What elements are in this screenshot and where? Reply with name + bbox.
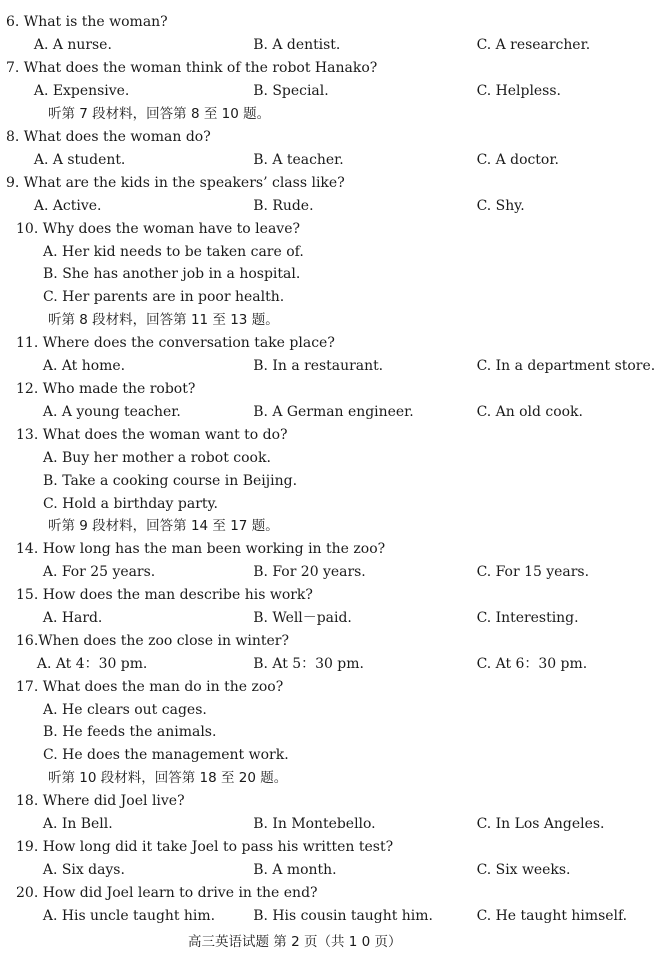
question-17-option-c: C. He does the management work.	[43, 747, 289, 763]
question-9-option-c: C. Shy.	[476, 198, 525, 214]
question-15-stem: 15. How does the man describe his work?	[16, 587, 313, 603]
question-11-options	[0, 356, 668, 376]
question-7-option-b: B. Special.	[253, 83, 329, 99]
question-11-option-c: C. In a department store.	[476, 358, 656, 374]
question-19-option-a: A. Six days.	[42, 862, 125, 878]
question-15-option-a: A. Hard.	[42, 610, 103, 626]
question-14-options	[0, 562, 668, 582]
question-18-stem: 18. Where did Joel live?	[16, 793, 185, 809]
section-10-instruction: 听第 10 段材料，回答第 18 至 20 题。	[48, 770, 288, 786]
question-12-option-c: C. An old cook.	[476, 404, 583, 420]
question-6-option-a: A. A nurse.	[33, 37, 112, 53]
question-19-stem: 19. How long did it take Joel to pass his written test?	[16, 839, 394, 855]
question-14-option-b: B. For 20 years.	[253, 564, 366, 580]
question-19-options	[0, 860, 668, 880]
question-19-option-c: C. Six weeks.	[476, 862, 571, 878]
question-20-option-a: A. His uncle taught him.	[42, 908, 216, 924]
question-14-option-c: C. For 15 years.	[476, 564, 590, 580]
question-18-option-b: B. In Montebello.	[253, 816, 376, 832]
question-14-stem: 14. How long has the man been working in the zoo?	[16, 541, 386, 557]
question-13-option-c: C. Hold a birthday party.	[43, 496, 219, 512]
section-7-instruction: 听第 7 段材料，回答第 8 至 10 题。	[48, 106, 271, 122]
question-11-option-a: A. At home.	[42, 358, 126, 374]
question-13-option-a: A. Buy her mother a robot cook.	[43, 450, 271, 466]
question-18-options	[0, 814, 668, 834]
question-7-stem: 7. What does the woman think of the robot Hanako?	[6, 60, 378, 76]
question-11-stem: 11. Where does the conversation take place?	[16, 335, 335, 351]
question-16-option-c: C. At 6：30 pm.	[476, 656, 588, 672]
question-7-options	[0, 81, 668, 101]
question-13-option-b: B. Take a cooking course in Beijing.	[43, 473, 298, 489]
section-9-instruction: 听第 9 段材料，回答第 14 至 17 题。	[48, 518, 279, 534]
question-8-options	[0, 150, 668, 170]
question-9-options	[0, 196, 668, 216]
question-10-stem: 10. Why does the woman have to leave?	[16, 221, 300, 237]
question-7-option-c: C. Helpless.	[476, 83, 561, 99]
question-18-option-a: A. In Bell.	[42, 816, 113, 832]
question-8-option-c: C. A doctor.	[476, 152, 559, 168]
question-16-options	[0, 654, 668, 674]
question-6-option-b: B. A dentist.	[253, 37, 341, 53]
question-6-stem: 6. What is the woman?	[6, 14, 168, 30]
question-9-option-b: B. Rude.	[253, 198, 314, 214]
question-12-stem: 12. Who made the robot?	[16, 381, 196, 397]
question-20-option-c: C. He taught himself.	[476, 908, 628, 924]
question-6-options	[0, 35, 668, 55]
question-17-stem: 17. What does the man do in the zoo?	[16, 679, 284, 695]
question-13-stem: 13. What does the woman want to do?	[16, 427, 288, 443]
question-16-option-b: B. At 5：30 pm.	[253, 656, 364, 672]
question-14-option-a: A. For 25 years.	[42, 564, 156, 580]
question-9-option-a: A. Active.	[33, 198, 102, 214]
question-18-option-c: C. In Los Angeles.	[476, 816, 605, 832]
question-10-option-b: B. She has another job in a hospital.	[43, 266, 301, 282]
question-12-options	[0, 402, 668, 422]
question-17-option-a: A. He clears out cages.	[43, 702, 207, 718]
question-20-options	[0, 906, 668, 926]
question-8-option-a: A. A student.	[33, 152, 126, 168]
question-11-option-b: B. In a restaurant.	[253, 358, 384, 374]
question-10-option-a: A. Her kid needs to be taken care of.	[43, 244, 304, 260]
question-12-option-a: A. A young teacher.	[42, 404, 181, 420]
question-16-stem: 16.When does the zoo close in winter?	[16, 633, 289, 649]
question-7-option-a: A. Expensive.	[33, 83, 130, 99]
question-8-stem: 8. What does the woman do?	[6, 129, 211, 145]
question-20-stem: 20. How did Joel learn to drive in the end?	[16, 885, 318, 901]
question-12-option-b: B. A German engineer.	[253, 404, 414, 420]
question-16-option-a: A. At 4：30 pm.	[36, 656, 148, 672]
question-6-option-c: C. A researcher.	[476, 37, 591, 53]
question-15-options	[0, 608, 668, 628]
question-19-option-b: B. A month.	[253, 862, 337, 878]
question-20-option-b: B. His cousin taught him.	[253, 908, 433, 924]
question-17-option-b: B. He feeds the animals.	[43, 724, 217, 740]
question-9-stem: 9. What are the kids in the speakers’ class like?	[6, 175, 345, 191]
question-15-option-b: B. Well－paid.	[253, 610, 352, 626]
question-15-option-c: C. Interesting.	[476, 610, 579, 626]
page-footer: 高三英语试题 第 2 页（共 1 0 页）	[188, 934, 402, 950]
section-8-instruction: 听第 8 段材料，回答第 11 至 13 题。	[48, 312, 279, 328]
question-10-option-c: C. Her parents are in poor health.	[43, 289, 285, 305]
question-8-option-b: B. A teacher.	[253, 152, 344, 168]
